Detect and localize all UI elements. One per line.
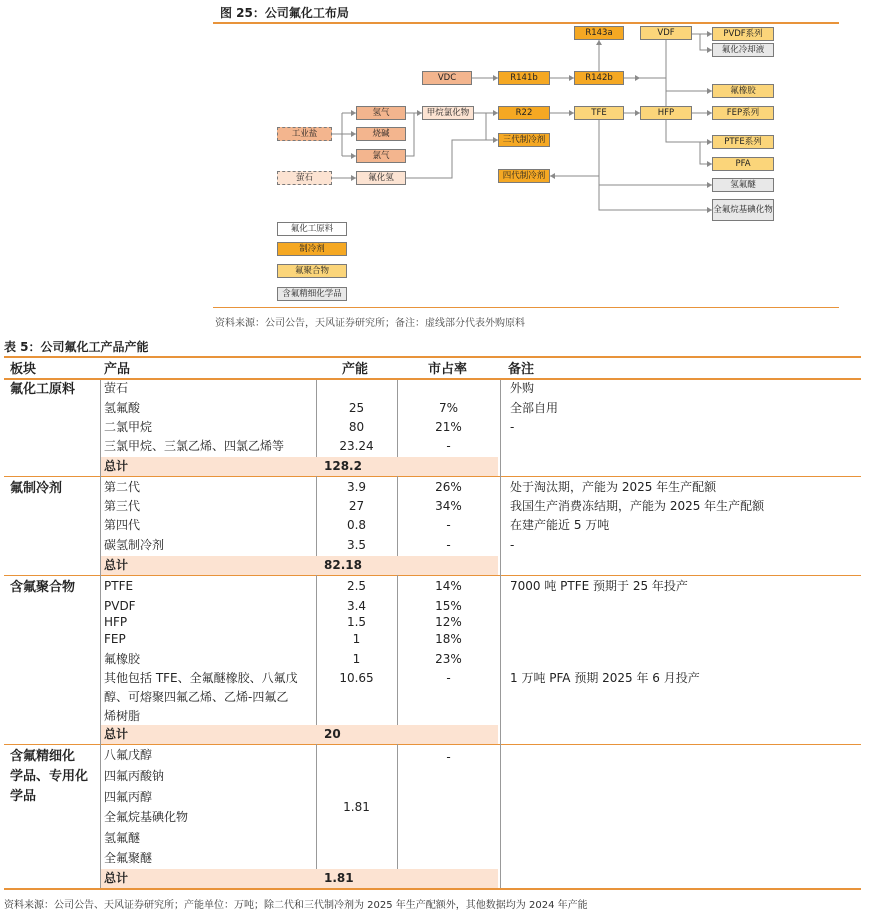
note-cell: 在建产能近 5 万吨 <box>510 518 610 532</box>
node-sidai: 四代制冷剂 <box>498 169 550 183</box>
node-pvdf: PVDF系列 <box>712 27 774 41</box>
group-name-fine: 学品 <box>10 789 37 804</box>
note-cell: 处于淘汰期，产能为 2025 年生产配额 <box>510 480 717 494</box>
capacity-cell: 27 <box>348 499 365 513</box>
figure-bottom-rule <box>213 307 839 308</box>
node-shaojian: 烧碱 <box>356 127 406 141</box>
node-jiawan: 甲烷氯化物 <box>422 106 474 120</box>
node-yingshi: 萤石 <box>277 171 332 185</box>
header-note: 备注 <box>508 362 535 377</box>
share-cell: 15% <box>435 599 462 613</box>
group-name-raw: 氟化工原料 <box>10 382 76 397</box>
header-share: 市占率 <box>428 362 468 377</box>
product-cell: 氢氟醚 <box>104 831 141 845</box>
capacity-cell: 3.5 <box>346 538 367 552</box>
capacity-cell: 1 <box>352 652 361 666</box>
share-cell: 18% <box>435 632 462 646</box>
legend-polymer: 氟聚合物 <box>277 264 347 278</box>
total-label: 总计 <box>104 727 129 741</box>
group-divider <box>4 744 861 745</box>
product-cell: 氢氟酸 <box>104 401 141 415</box>
note-cell: 7000 吨 PTFE 预期于 25 年投产 <box>510 579 688 593</box>
product-cell: HFP <box>104 615 128 629</box>
group-divider <box>4 575 861 576</box>
node-hfp: HFP <box>640 106 692 120</box>
node-vdf: VDF <box>640 26 692 40</box>
note-cell: 外购 <box>510 381 535 395</box>
node-ptfe: PTFE系列 <box>712 135 774 149</box>
capacity-cell: 25 <box>348 401 365 415</box>
share-cell: - <box>446 538 451 552</box>
node-vdc: VDC <box>422 71 472 85</box>
product-cell: 其他包括 TFE、全氟醚橡胶、八氟戊 <box>104 671 298 685</box>
node-fuhualengque: 氟化冷却液 <box>712 43 774 57</box>
share-cell: - <box>446 750 451 764</box>
share-cell: 7% <box>438 401 459 415</box>
header-product: 产品 <box>104 362 131 377</box>
total-value: 20 <box>324 727 341 741</box>
share-cell: 14% <box>435 579 462 593</box>
product-cell: 氟橡胶 <box>104 652 141 666</box>
node-r22: R22 <box>498 106 550 120</box>
group-name-fine: 学品、专用化 <box>10 769 89 784</box>
node-quanfu: 全氟烷基碘化物 <box>712 199 774 221</box>
product-cell: 四氟丙醇 <box>104 790 153 804</box>
capacity-cell: 1.81 <box>343 800 370 814</box>
node-lvqi: 氯气 <box>356 149 406 163</box>
total-label: 总计 <box>104 871 129 885</box>
figure-title: 图 25：公司氟化工布局 <box>220 6 349 20</box>
legend-refrigerant: 制冷剂 <box>277 242 347 256</box>
node-r142b: R142b <box>574 71 624 85</box>
group-name-refrigerant: 氟制冷剂 <box>10 481 63 496</box>
node-sandai: 三代制冷剂 <box>498 133 550 147</box>
table-footer-source: 资料来源：公司公告、天风证券研究所；产能单位：万吨；除二代和三代制冷剂为 2025 年生产配额外，其他数据均为 2024 年产能 <box>4 900 588 911</box>
header-sector: 板块 <box>10 362 37 377</box>
share-cell: - <box>446 439 451 453</box>
node-qingqi: 氢气 <box>356 106 406 120</box>
product-cell: 烯树脂 <box>104 709 141 723</box>
product-cell: 三氯甲烷、三氯乙烯、四氯乙烯等 <box>104 439 285 453</box>
product-cell: 第四代 <box>104 518 141 532</box>
total-label: 总计 <box>104 459 129 473</box>
total-row-bg <box>101 457 498 476</box>
product-cell: 萤石 <box>104 381 129 395</box>
total-value: 82.18 <box>324 558 362 572</box>
legend-fine: 含氟精细化学品 <box>277 287 347 301</box>
table-title: 表 5：公司氟化工产品产能 <box>4 340 149 354</box>
node-fuxiangjiao: 氟橡胶 <box>712 84 774 98</box>
product-cell: 第三代 <box>104 499 141 513</box>
group-name-polymer: 含氟聚合物 <box>10 580 76 595</box>
node-tfe: TFE <box>574 106 624 120</box>
figure-source: 资料来源：公司公告，天风证券研究所；备注：虚线部分代表外购原料 <box>215 318 525 329</box>
legend-raw: 氟化工原料 <box>277 222 347 236</box>
header-capacity: 产能 <box>342 362 369 377</box>
product-cell: 第二代 <box>104 480 141 494</box>
total-value: 128.2 <box>324 459 362 473</box>
note-cell: - <box>510 420 515 434</box>
product-cell: 醇、可熔聚四氟乙烯、乙烯-四氟乙 <box>104 690 289 704</box>
share-cell: 21% <box>435 420 462 434</box>
group-name-fine: 含氟精细化 <box>10 749 76 764</box>
node-gongyeyan: 工业盐 <box>277 127 332 141</box>
group-divider <box>4 476 861 477</box>
node-fep: FEP系列 <box>712 106 774 120</box>
node-fuqingmi: 氢氟醚 <box>712 178 774 192</box>
share-cell: 23% <box>435 652 462 666</box>
capacity-cell: 3.9 <box>346 480 367 494</box>
product-cell: 全氟聚醚 <box>104 851 153 865</box>
total-label: 总计 <box>104 558 129 572</box>
product-cell: 碳氢制冷剂 <box>104 538 165 552</box>
node-r141b: R141b <box>498 71 550 85</box>
node-r143a: R143a <box>574 26 624 40</box>
table-top-rule <box>4 356 861 358</box>
total-row-bg <box>101 869 498 888</box>
table-bottom-rule <box>4 888 861 890</box>
note-cell: 全部自用 <box>510 401 559 415</box>
capacity-cell: 23.24 <box>339 439 374 453</box>
node-pfa: PFA <box>712 157 774 171</box>
capacity-cell: 0.8 <box>346 518 367 532</box>
note-cell: 1 万吨 PFA 预期 2025 年 6 月投产 <box>510 671 700 685</box>
capacity-cell: 2.5 <box>346 579 367 593</box>
product-cell: FEP <box>104 632 126 646</box>
column-divider <box>500 380 501 888</box>
share-cell: - <box>446 518 451 532</box>
node-fuhuaqing: 氟化氢 <box>356 171 406 185</box>
total-row-bg <box>101 556 498 575</box>
share-cell: 26% <box>435 480 462 494</box>
capacity-cell: 80 <box>348 420 365 434</box>
product-cell: 八氟戊醇 <box>104 748 153 762</box>
capacity-cell: 3.4 <box>346 599 367 613</box>
share-cell: 12% <box>435 615 462 629</box>
capacity-cell: 1 <box>352 632 361 646</box>
product-cell: 二氯甲烷 <box>104 420 153 434</box>
product-cell: 四氟丙酸钠 <box>104 769 165 783</box>
total-value: 1.81 <box>324 871 354 885</box>
total-row-bg <box>101 725 498 744</box>
product-cell: PTFE <box>104 579 134 593</box>
capacity-cell: 1.5 <box>346 615 367 629</box>
capacity-cell: 10.65 <box>339 671 374 685</box>
product-cell: PVDF <box>104 599 136 613</box>
note-cell: 我国生产消费冻结期，产能为 2025 年生产配额 <box>510 499 765 513</box>
note-cell: - <box>510 538 515 552</box>
share-cell: - <box>446 671 451 685</box>
product-cell: 全氟烷基碘化物 <box>104 810 189 824</box>
share-cell: 34% <box>435 499 462 513</box>
